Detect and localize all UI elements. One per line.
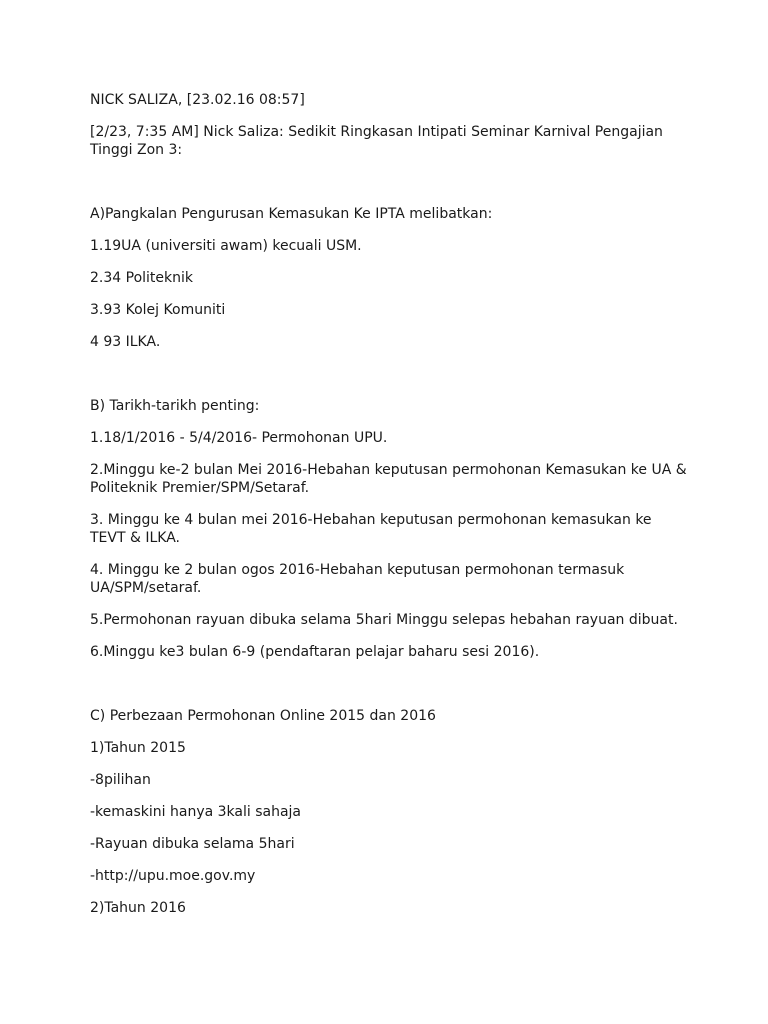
section-b-item-2: 2.Minggu ke-2 bulan Mei 2016-Hebahan keputusan permohonan Kemasukan ke UA & Politeknik Premier/SPM/Setaraf. [90, 462, 692, 496]
section-a-item-3: 3.93 Kolej Komuniti [90, 302, 226, 318]
section-b-item-3: 3. Minggu ke 4 bulan mei 2016-Hebahan keputusan permohonan kemasukan ke TEVT & ILKA. [90, 512, 656, 546]
section-c-item-2: -8pilihan [90, 772, 151, 788]
section-c-heading: C) Perbezaan Permohonan Online 2015 dan 2016 [90, 708, 436, 724]
section-c-item-4: -Rayuan dibuka selama 5hari [90, 836, 295, 852]
section-a-heading: A)Pangkalan Pengurusan Kemasukan Ke IPTA melibatkan: [90, 206, 493, 222]
message-header: NICK SALIZA, [23.02.16 08:57] [90, 92, 305, 108]
section-b-item-1: 1.18/1/2016 - 5/4/2016- Permohonan UPU. [90, 430, 388, 446]
section-b-heading: B) Tarikh-tarikh penting: [90, 398, 260, 414]
section-a-item-1: 1.19UA (universiti awam) kecuali USM. [90, 238, 362, 254]
section-c-item-5: -http://upu.moe.gov.my [90, 868, 256, 884]
document-body [90, 91, 690, 917]
section-c-item-1: 1)Tahun 2015 [90, 740, 186, 756]
section-c-item-3: -kemaskini hanya 3kali sahaja [90, 804, 302, 820]
section-b-item-4: 4. Minggu ke 2 bulan ogos 2016-Hebahan keputusan permohonan termasuk UA/SPM/setaraf. [90, 562, 629, 596]
section-a-item-2: 2.34 Politeknik [90, 270, 193, 286]
section-c-item-6: 2)Tahun 2016 [90, 900, 186, 916]
message-intro: [2/23, 7:35 AM] Nick Saliza: Sedikit Ringkasan Intipati Seminar Karnival Pengajian Tinggi Zon 3: [90, 124, 668, 158]
section-b-item-5: 5.Permohonan rayuan dibuka selama 5hari Minggu selepas hebahan rayuan dibuat. [90, 612, 678, 628]
section-b-item-6: 6.Minggu ke3 bulan 6-9 (pendaftaran pelajar baharu sesi 2016). [90, 644, 540, 660]
section-a-item-4: 4 93 ILKA. [90, 334, 161, 350]
